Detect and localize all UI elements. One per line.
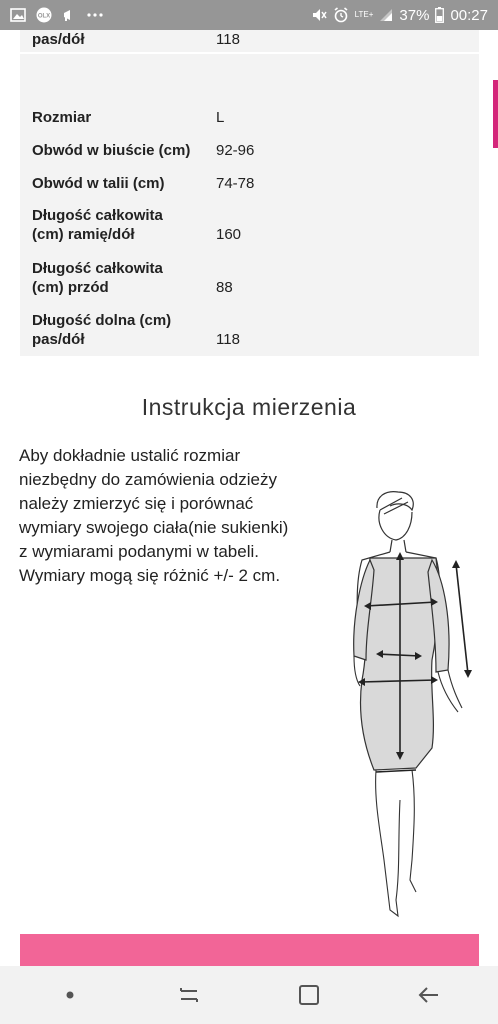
- more-dots-icon: [86, 12, 104, 18]
- page-content: [0, 30, 498, 966]
- row-label: Rozmiar: [32, 109, 92, 126]
- row-value: 118: [216, 331, 240, 348]
- back-icon[interactable]: [398, 975, 458, 1015]
- row-label-line2: (cm) ramię/dół: [32, 226, 135, 243]
- row-label: pas/dół: [32, 31, 85, 48]
- row-value: 160: [216, 226, 242, 243]
- row-label-line2: (cm) przód: [32, 279, 109, 296]
- instruction-line: należy zmierzyć się i porównać: [19, 494, 254, 513]
- previous-size-table: [20, 30, 479, 52]
- olx-app-icon: [36, 7, 52, 23]
- measurement-figure: [340, 460, 480, 930]
- row-label-line1: Długość całkowita: [32, 260, 163, 277]
- instruction-line: z wymiarami podanymi w tabeli.: [19, 542, 259, 561]
- battery-percent: 37%: [399, 6, 430, 24]
- status-bar-left: [10, 7, 104, 23]
- network-type: LTE+: [354, 10, 374, 19]
- size-table: [20, 54, 479, 356]
- dot-icon[interactable]: [40, 975, 100, 1015]
- instruction-line: Aby dokładnie ustalić rozmiar: [19, 446, 241, 465]
- row-value: 88: [216, 279, 233, 296]
- scroll-accent: [493, 80, 498, 148]
- row-value: 92-96: [216, 142, 255, 159]
- instruction-line: niezbędny do zamówienia odzieży: [19, 470, 277, 489]
- gallery-icon: [10, 8, 26, 22]
- row-label-line1: Długość całkowita: [32, 207, 163, 224]
- megaphone-icon: [62, 8, 76, 22]
- row-value: L: [216, 109, 225, 126]
- row-label-line2: pas/dół: [32, 331, 85, 348]
- section-title: Instrukcja mierzenia: [141, 394, 357, 420]
- recent-apps-icon[interactable]: [159, 975, 219, 1015]
- svg-text:OLX: OLX: [37, 13, 51, 20]
- mute-icon: [311, 7, 327, 23]
- battery-icon: [435, 7, 444, 23]
- status-bar: [0, 0, 498, 30]
- pink-action-bar[interactable]: [20, 934, 479, 966]
- signal-icon: [379, 8, 393, 22]
- status-bar-right: [311, 7, 488, 24]
- row-label: Obwód w biuście (cm): [32, 142, 191, 159]
- row-label: Obwód w talii (cm): [32, 175, 165, 192]
- alarm-icon: [333, 7, 349, 23]
- row-value: 74-78: [216, 175, 255, 192]
- instruction-line: Wymiary mogą się różnić +/- 2 cm.: [19, 566, 281, 585]
- row-label-line1: Długość dolna (cm): [32, 312, 172, 329]
- row-value: 118: [216, 31, 240, 48]
- home-icon[interactable]: [279, 975, 339, 1015]
- navigation-bar: [0, 966, 498, 1024]
- clock: 00:27: [450, 6, 488, 24]
- measure-instructions: [19, 444, 339, 588]
- instruction-line: wymiary swojego ciała(nie sukienki): [19, 518, 289, 537]
